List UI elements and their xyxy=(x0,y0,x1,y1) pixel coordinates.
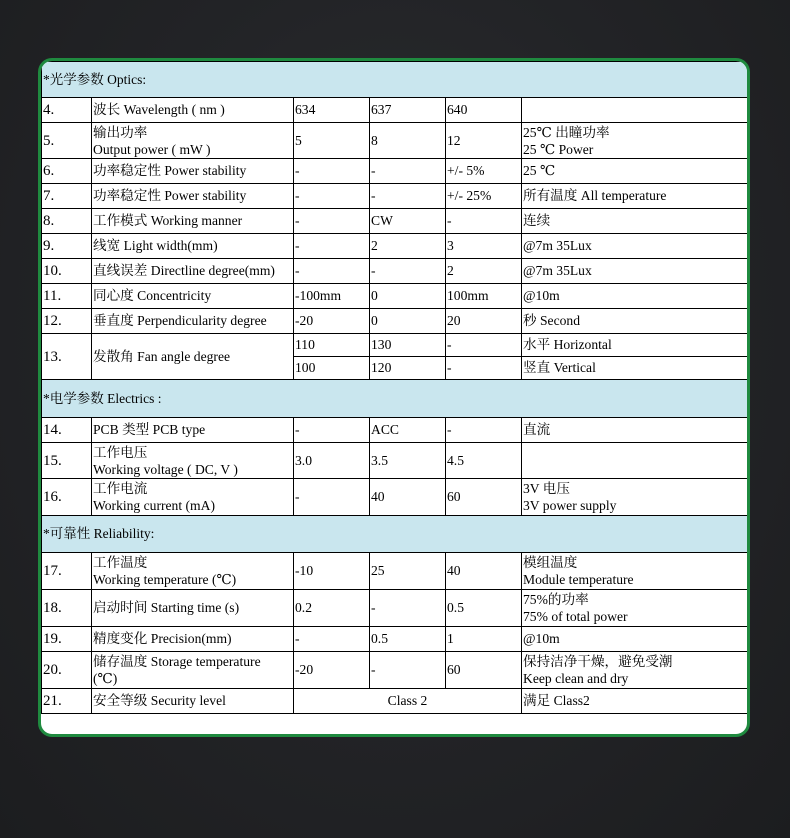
section-title-electrics: *电学参数 Electrics : xyxy=(42,380,750,418)
param-name-cn: 工作电流 xyxy=(93,481,148,496)
note-line-2: 25 ℃ Power xyxy=(523,141,594,157)
spec-table xyxy=(41,61,750,714)
section-title-reliability: *可靠性 Reliability: xyxy=(42,516,750,553)
param-name: PCB 类型 PCB type xyxy=(92,418,294,443)
note: @10m xyxy=(522,627,750,652)
param-name xyxy=(92,652,294,689)
min-value: - xyxy=(294,209,370,234)
note: @7m 35Lux xyxy=(522,234,750,259)
typ-value: 120 xyxy=(370,357,446,380)
note xyxy=(522,553,750,590)
param-name-line-2: (℃) xyxy=(93,671,118,686)
max-value: 640 xyxy=(446,98,522,123)
table-row xyxy=(42,689,750,714)
note: 秒 Second xyxy=(522,309,750,334)
row-number: 10. xyxy=(42,259,92,284)
max-value: 60 xyxy=(446,652,522,689)
note xyxy=(522,98,750,123)
min-value: 634 xyxy=(294,98,370,123)
param-name-line-1: 储存温度 Storage temperature xyxy=(93,654,261,669)
typ-value: ACC xyxy=(370,418,446,443)
min-value: - xyxy=(294,259,370,284)
param-name-cn: 输出功率 xyxy=(93,124,148,140)
param-name: 直线误差 Directline degree(mm) xyxy=(92,259,294,284)
min-value: - xyxy=(294,479,370,516)
row-number: 9. xyxy=(42,234,92,259)
table-row xyxy=(42,479,750,516)
row-number: 5. xyxy=(42,123,92,159)
min-value: - xyxy=(294,234,370,259)
row-number: 7. xyxy=(42,184,92,209)
table-row xyxy=(42,209,750,234)
param-name-cn: 工作温度 xyxy=(93,555,148,570)
note xyxy=(522,652,750,689)
note xyxy=(522,479,750,516)
table-row xyxy=(42,159,750,184)
max-value: 4.5 xyxy=(446,443,522,479)
section-title-optics: *光学参数 Optics: xyxy=(42,62,750,98)
row-number: 20. xyxy=(42,652,92,689)
param-name: 启动时间 Starting time (s) xyxy=(92,590,294,627)
max-value: - xyxy=(446,418,522,443)
param-name xyxy=(92,443,294,479)
min-value: 100 xyxy=(294,357,370,380)
row-number: 8. xyxy=(42,209,92,234)
param-name: 功率稳定性 Power stability xyxy=(92,159,294,184)
row-number: 18. xyxy=(42,590,92,627)
table-row xyxy=(42,652,750,689)
max-value: +/- 5% xyxy=(446,159,522,184)
table-row xyxy=(42,284,750,309)
note-line-2: Module temperature xyxy=(523,572,634,587)
table-row xyxy=(42,418,750,443)
table-row xyxy=(42,234,750,259)
note xyxy=(522,590,750,627)
merged-value: Class 2 xyxy=(294,689,522,714)
row-number: 6. xyxy=(42,159,92,184)
param-name-en: Working current (mA) xyxy=(93,498,215,513)
max-value: - xyxy=(446,357,522,380)
typ-value: - xyxy=(370,259,446,284)
row-number: 15. xyxy=(42,443,92,479)
typ-value: 40 xyxy=(370,479,446,516)
note: 满足 Class2 xyxy=(522,689,750,714)
table-row xyxy=(42,123,750,159)
typ-value: - xyxy=(370,159,446,184)
max-value: 0.5 xyxy=(446,590,522,627)
min-value: - xyxy=(294,159,370,184)
note-line-1: 模组温度 xyxy=(523,555,578,570)
row-number: 12. xyxy=(42,309,92,334)
param-name: 发散角 Fan angle degree xyxy=(92,334,294,380)
note-line-1: 75%的功率 xyxy=(523,592,589,607)
typ-value: - xyxy=(370,652,446,689)
min-value: 0.2 xyxy=(294,590,370,627)
note-line-2: Keep clean and dry xyxy=(523,671,629,686)
min-value: 110 xyxy=(294,334,370,357)
note: 连续 xyxy=(522,209,750,234)
section-reliability xyxy=(42,516,750,553)
param-name: 精度变化 Precision(mm) xyxy=(92,627,294,652)
max-value: - xyxy=(446,209,522,234)
param-name: 功率稳定性 Power stability xyxy=(92,184,294,209)
table-row xyxy=(42,98,750,123)
row-number: 16. xyxy=(42,479,92,516)
max-value: 60 xyxy=(446,479,522,516)
min-value: - xyxy=(294,184,370,209)
param-name: 波长 Wavelength ( nm ) xyxy=(92,98,294,123)
param-name xyxy=(92,553,294,590)
param-name-en: Working voltage ( DC, V ) xyxy=(93,461,238,477)
max-value: 12 xyxy=(446,123,522,159)
typ-value: 25 xyxy=(370,553,446,590)
typ-value: 0 xyxy=(370,309,446,334)
typ-value: 637 xyxy=(370,98,446,123)
max-value: 2 xyxy=(446,259,522,284)
param-name: 垂直度 Perpendicularity degree xyxy=(92,309,294,334)
max-value: 100mm xyxy=(446,284,522,309)
min-value: 3.0 xyxy=(294,443,370,479)
min-value: - xyxy=(294,418,370,443)
note xyxy=(522,443,750,479)
max-value: +/- 25% xyxy=(446,184,522,209)
note: @10m xyxy=(522,284,750,309)
table-row xyxy=(42,443,750,479)
row-number: 11. xyxy=(42,284,92,309)
table-row xyxy=(42,309,750,334)
note: 水平 Horizontal xyxy=(522,334,750,357)
typ-value: 8 xyxy=(370,123,446,159)
typ-value: 130 xyxy=(370,334,446,357)
note: 25 ℃ xyxy=(522,159,750,184)
max-value: 20 xyxy=(446,309,522,334)
typ-value: - xyxy=(370,184,446,209)
table-row xyxy=(42,553,750,590)
row-number: 21. xyxy=(42,689,92,714)
max-value: 40 xyxy=(446,553,522,590)
param-name-en: Working temperature (℃) xyxy=(93,572,237,587)
min-value: -20 xyxy=(294,309,370,334)
note-line-2: 75% of total power xyxy=(523,609,628,624)
typ-value: CW xyxy=(370,209,446,234)
row-number: 17. xyxy=(42,553,92,590)
min-value: 5 xyxy=(294,123,370,159)
table-row xyxy=(42,259,750,284)
param-name-cn: 工作电压 xyxy=(93,444,148,460)
table-row xyxy=(42,184,750,209)
param-name-en: Output power ( mW ) xyxy=(93,141,211,157)
note-line-1: 25℃ 出瞳功率 xyxy=(523,124,610,140)
param-name: 工作模式 Working manner xyxy=(92,209,294,234)
note xyxy=(522,123,750,159)
typ-value: 0.5 xyxy=(370,627,446,652)
row-number: 4. xyxy=(42,98,92,123)
min-value: -20 xyxy=(294,652,370,689)
param-name: 安全等级 Security level xyxy=(92,689,294,714)
max-value: 3 xyxy=(446,234,522,259)
param-name xyxy=(92,123,294,159)
section-optics xyxy=(42,62,750,98)
param-name: 同心度 Concentricity xyxy=(92,284,294,309)
table-row xyxy=(42,334,750,357)
note-line-1: 保持洁净干燥，避免受潮 xyxy=(523,654,673,669)
max-value: - xyxy=(446,334,522,357)
note: @7m 35Lux xyxy=(522,259,750,284)
spec-panel xyxy=(38,58,750,737)
param-name xyxy=(92,479,294,516)
section-electrics xyxy=(42,380,750,418)
table-row xyxy=(42,590,750,627)
min-value: -10 xyxy=(294,553,370,590)
note-line-2: 3V power supply xyxy=(523,498,617,513)
note: 直流 xyxy=(522,418,750,443)
note: 所有温度 All temperature xyxy=(522,184,750,209)
param-name: 线宽 Light width(mm) xyxy=(92,234,294,259)
note-line-1: 3V 电压 xyxy=(523,481,570,496)
row-number: 13. xyxy=(42,334,92,380)
typ-value: - xyxy=(370,590,446,627)
note: 竖直 Vertical xyxy=(522,357,750,380)
table-row xyxy=(42,627,750,652)
typ-value: 2 xyxy=(370,234,446,259)
typ-value: 0 xyxy=(370,284,446,309)
row-number: 19. xyxy=(42,627,92,652)
row-number: 14. xyxy=(42,418,92,443)
max-value: 1 xyxy=(446,627,522,652)
min-value: - xyxy=(294,627,370,652)
typ-value: 3.5 xyxy=(370,443,446,479)
min-value: -100mm xyxy=(294,284,370,309)
